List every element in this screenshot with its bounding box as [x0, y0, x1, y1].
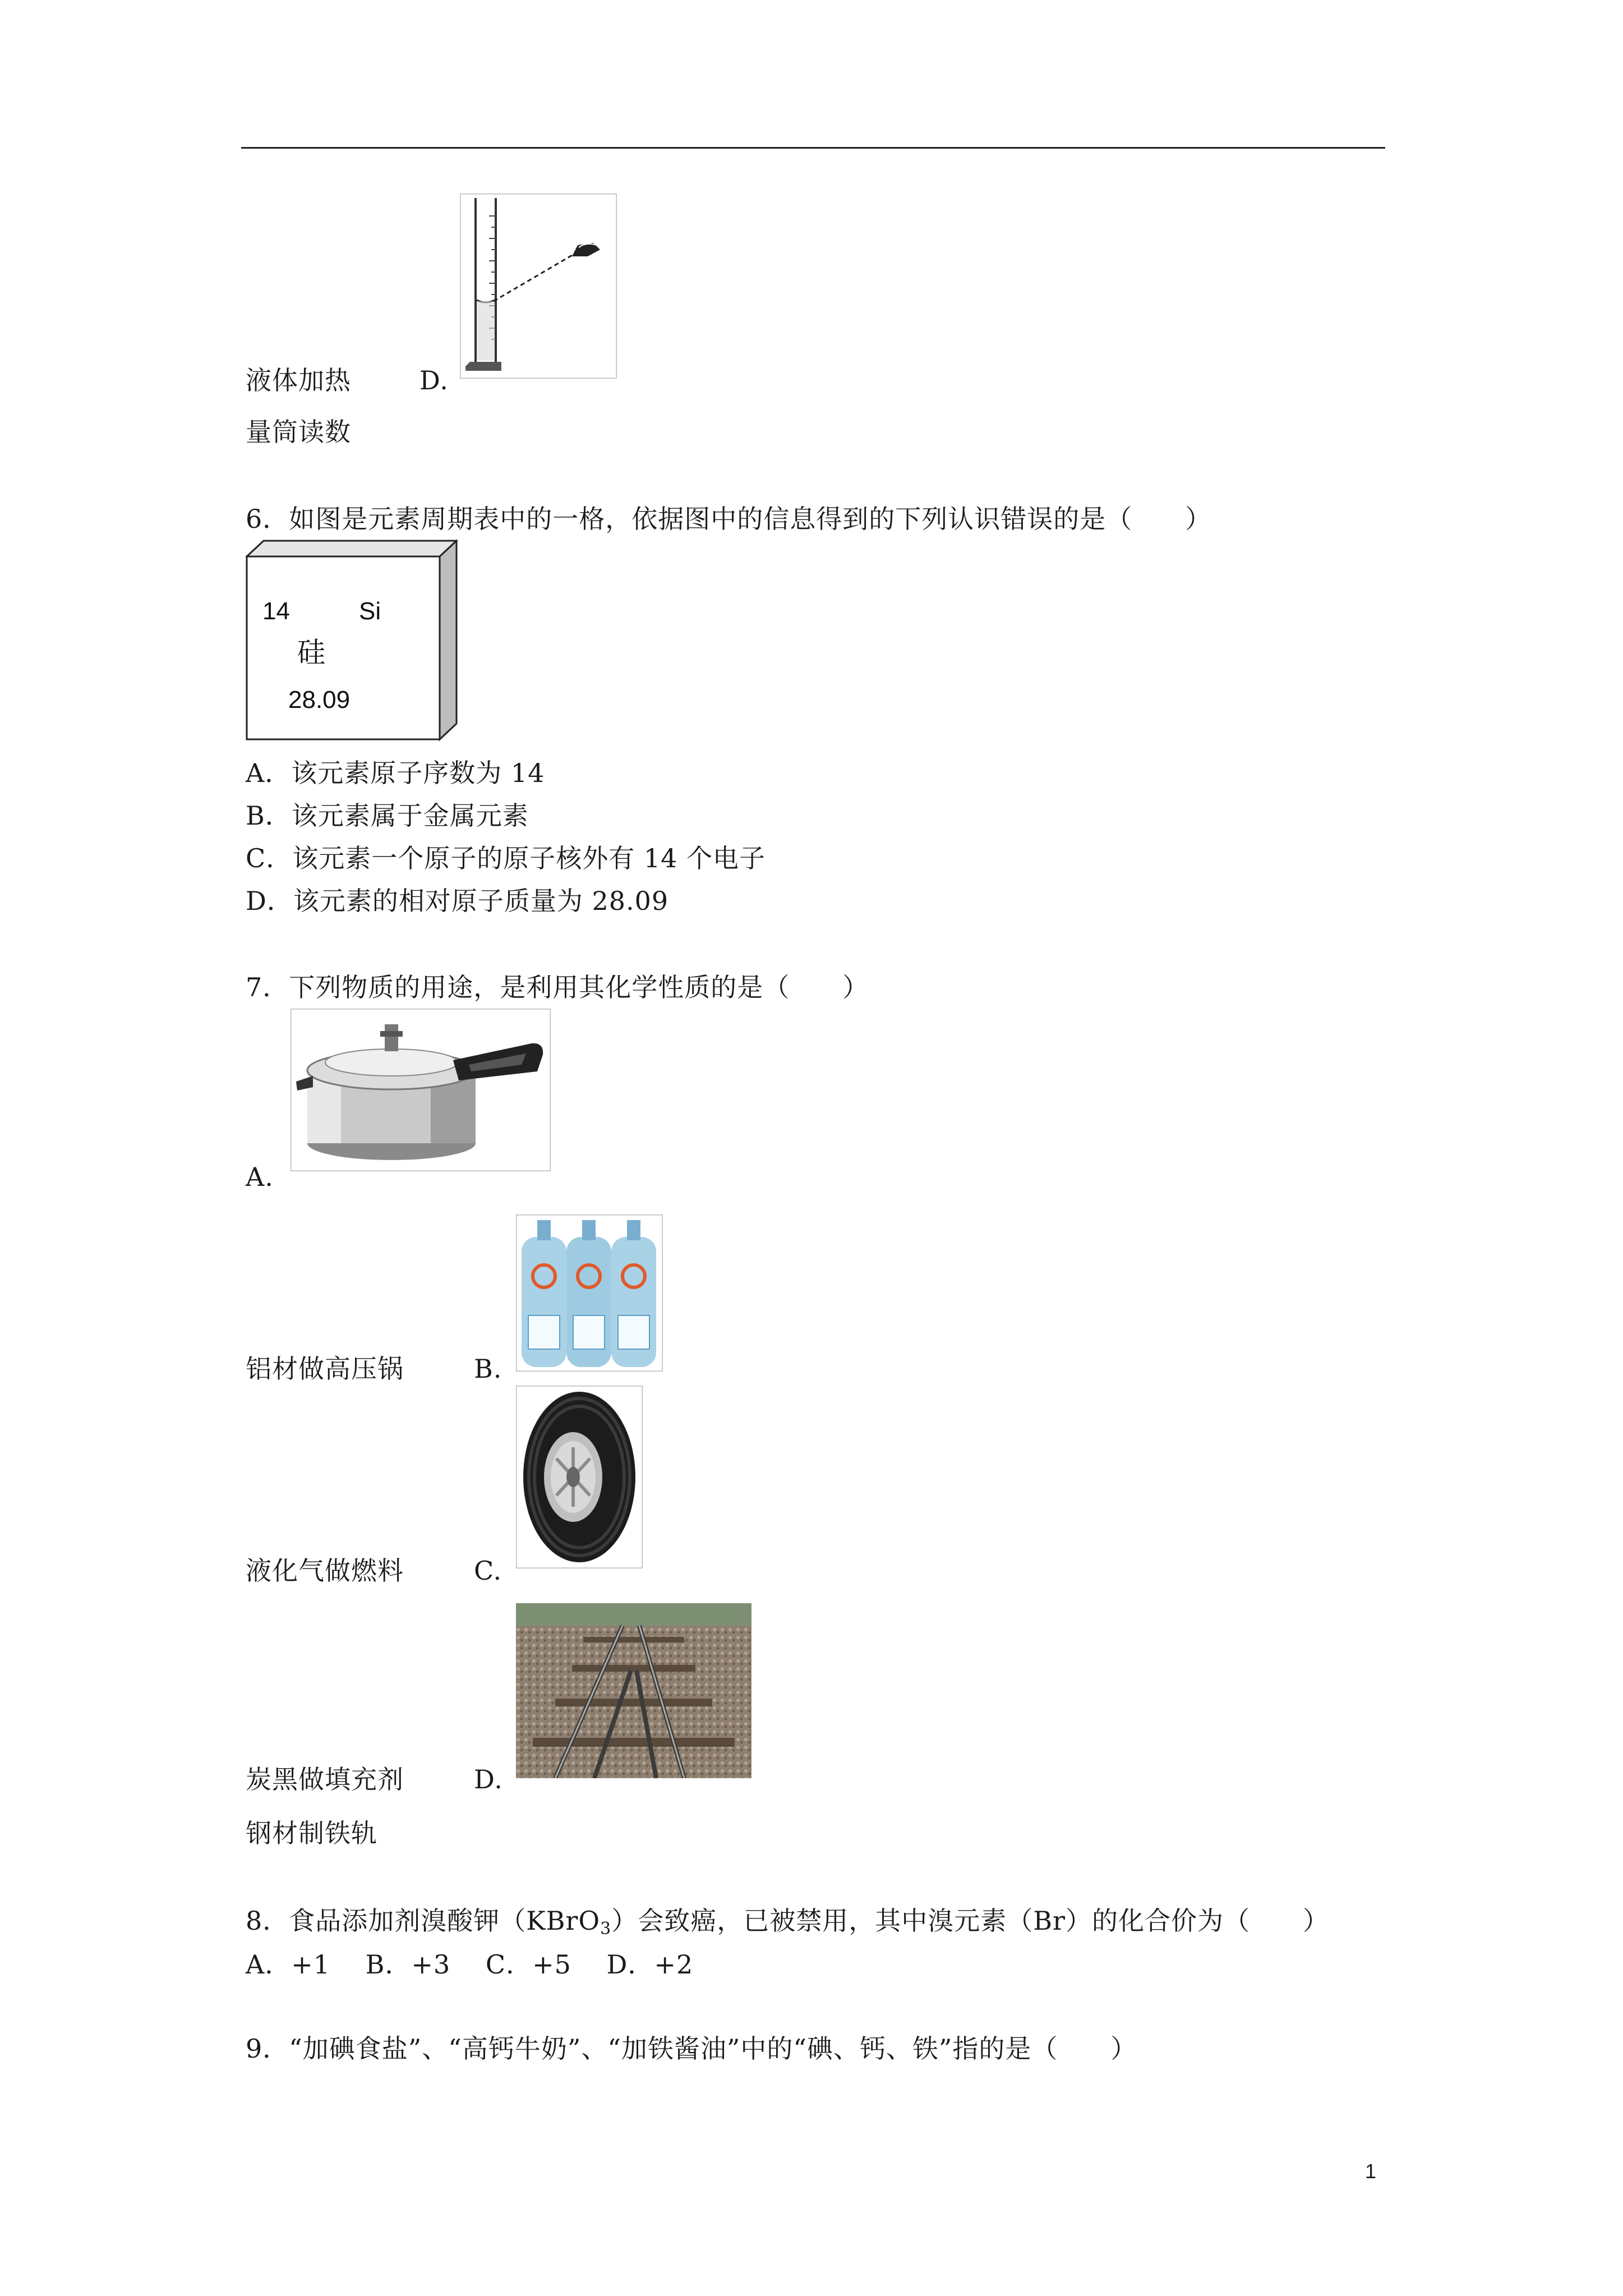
q6-option-d: D．该元素的相对原子质量为 28.09: [246, 886, 669, 916]
element-number: 14: [262, 597, 290, 625]
q8-stem-post: ）会致癌，已被禁用，其中溴元素（Br）的化合价为（ ）: [611, 1906, 1330, 1936]
q7-label-a: 铝材做高压锅: [246, 1354, 404, 1384]
car-tire-image: [516, 1386, 643, 1568]
q6-option-c: C．该元素一个原子的原子核外有 14 个电子: [246, 843, 766, 873]
q6-option-a: A．该元素原子序数为 14: [246, 758, 545, 788]
element-symbol: Si: [359, 597, 381, 625]
railway-tracks-image: [516, 1603, 751, 1778]
q7-label-c: 炭黑做填充剂: [246, 1764, 404, 1795]
element-mass: 28.09: [288, 686, 351, 714]
q7-label-b: 液化气做燃料: [246, 1556, 404, 1586]
q7-option-a: A.: [246, 1162, 274, 1192]
header-rule: [241, 147, 1385, 149]
q9-stem: 9．“加碘食盐”、“高钙牛奶”、“加铁酱油”中的“碘、钙、铁”指的是（ ）: [246, 2033, 1137, 2064]
graduated-cylinder-reading-figure: [460, 194, 617, 379]
q5-option-d: D.: [419, 365, 449, 395]
q8-stem: [246, 1904, 1329, 1946]
page-number: 1: [1365, 2160, 1377, 2183]
q7-option-c: C.: [474, 1556, 502, 1586]
q7-label-d: 钢材制铁轨: [246, 1818, 377, 1848]
q7-stem: 7．下列物质的用途，是利用其化学性质的是（ ）: [246, 972, 869, 1002]
q6-stem: 6．如图是元素周期表中的一格，依据图中的信息得到的下列认识错误的是（ ）: [246, 504, 1212, 534]
q6-option-b: B．该元素属于金属元素: [246, 800, 529, 831]
q7-option-b: B.: [474, 1354, 502, 1384]
pressure-cooker-image: [291, 1009, 551, 1171]
periodic-table-cell-figure: [246, 540, 458, 742]
element-name: 硅: [297, 636, 325, 669]
q5-label-d: 量筒读数: [246, 417, 351, 447]
lpg-cylinders-image: [516, 1214, 663, 1372]
q8-stem-pre: 8．食品添加剂溴酸钾（KBrO: [246, 1906, 601, 1936]
q8-stem-subscript: 3: [600, 1919, 612, 1939]
q8-options: A．+1 B．+3 C．+5 D．+2: [246, 1949, 694, 1980]
q7-option-d: D.: [474, 1764, 503, 1795]
q5-label-c: 液体加热: [246, 365, 351, 395]
